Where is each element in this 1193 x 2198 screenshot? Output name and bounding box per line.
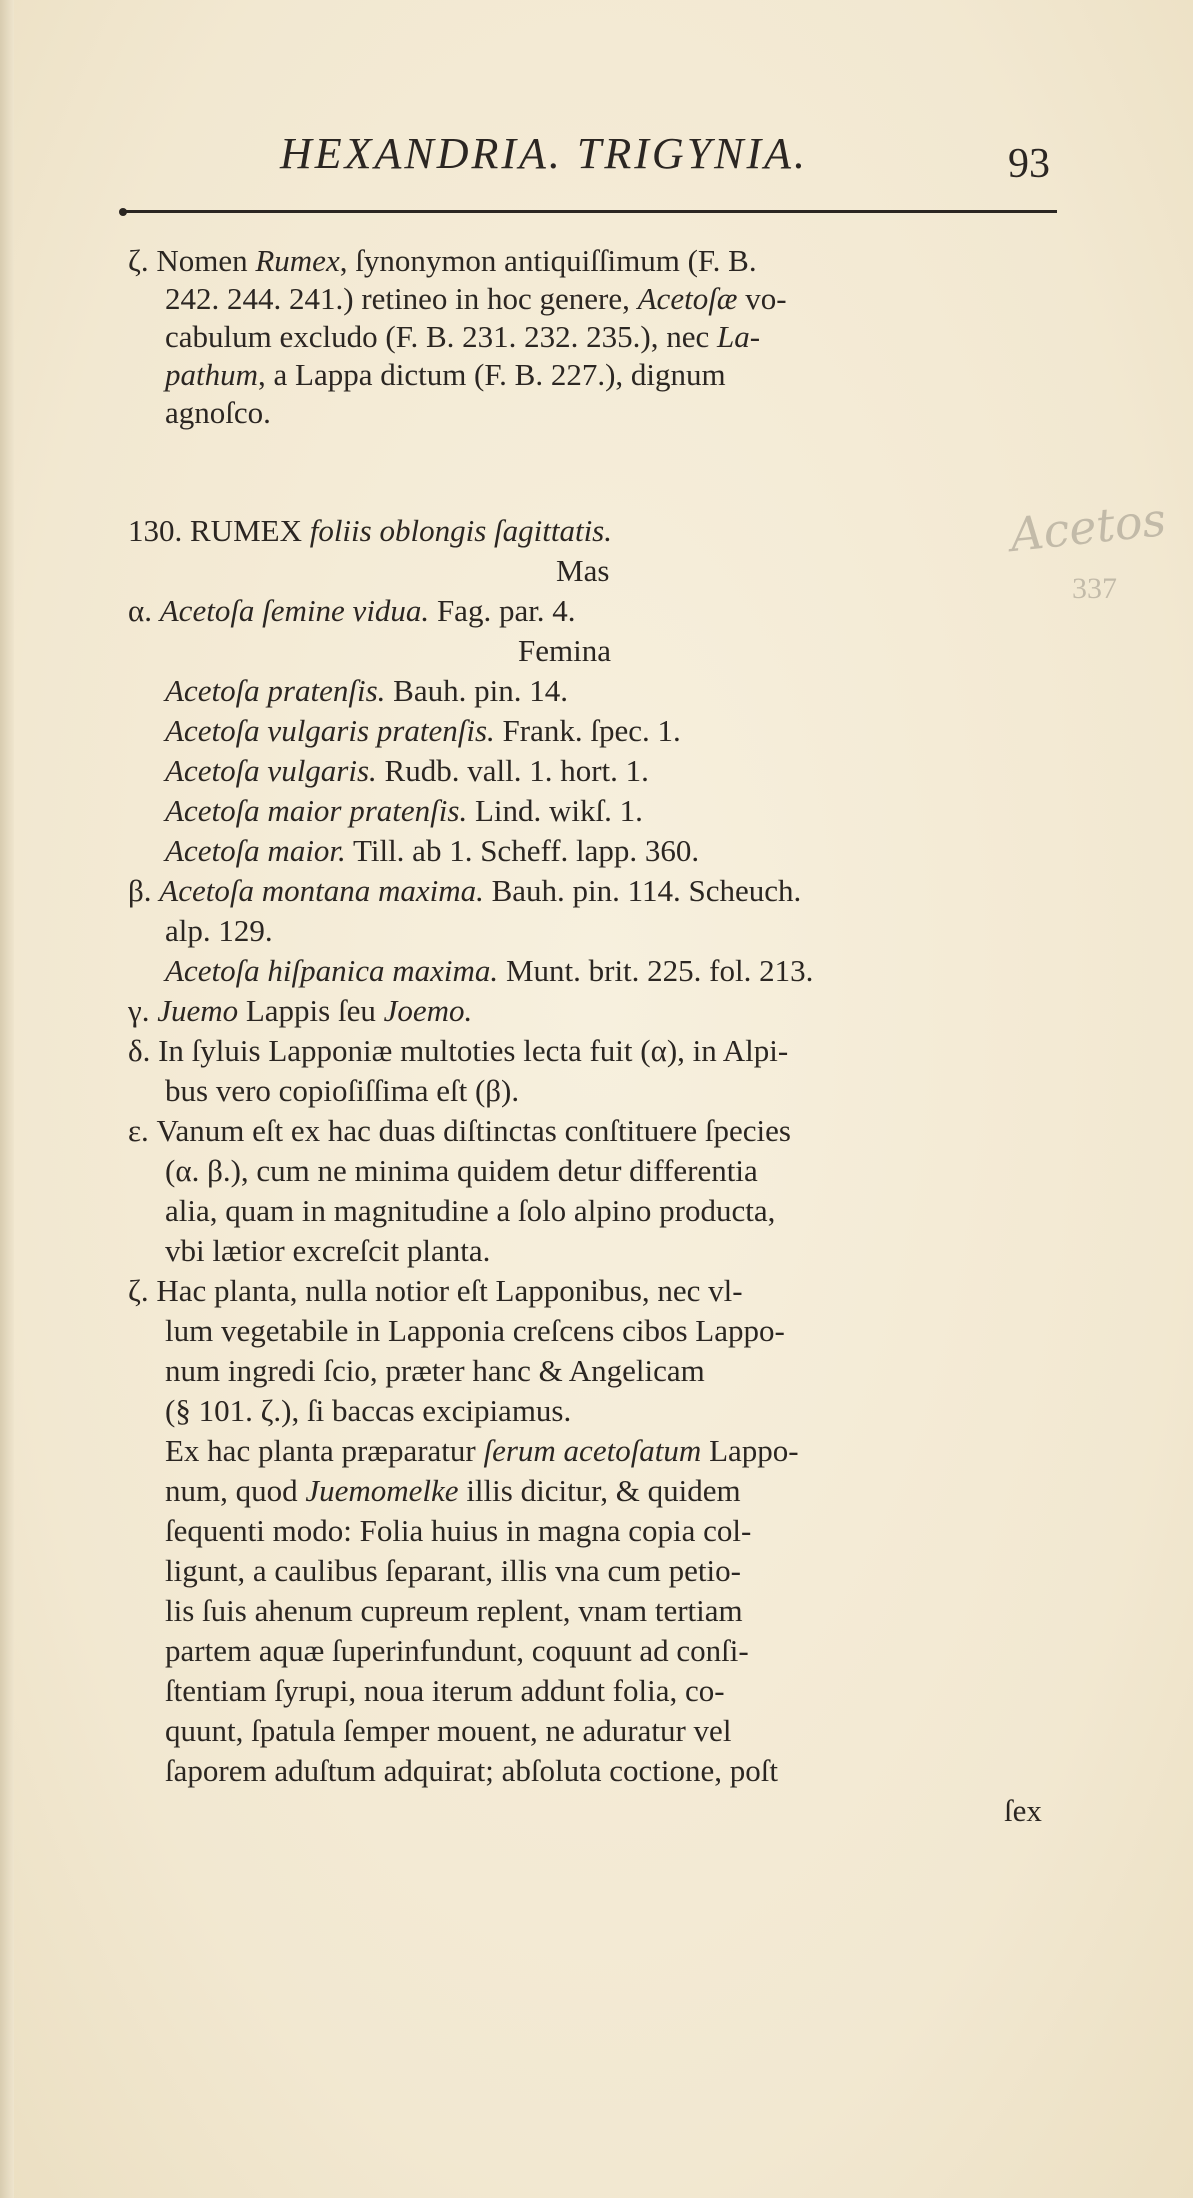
roman-text: ζ. Nomen [128,243,256,278]
roman-text: Bauh. pin. 114. Scheuch. [483,873,802,908]
text-line [165,912,273,950]
text-line [165,1472,741,1510]
roman-text: Fag. par. 4. [429,593,576,628]
roman-text: Lappis ſeu [238,993,384,1028]
text-line [128,242,757,280]
italic-text: Acetoſa montana maxima. [159,873,484,908]
text-line [128,592,576,630]
roman-text: lis ſuis ahenum cupreum replent, vnam tertiam [165,1593,743,1628]
roman-text: Till. ab 1. Scheff. lapp. 360. [345,833,700,868]
roman-text: β. [128,873,160,908]
roman-text: bus vero copioſiſſima eſt (β). [165,1073,520,1108]
text-line [165,792,643,830]
roman-text: partem aquæ ſuperinfundunt, coquunt ad conſi- [165,1633,749,1668]
roman-text: , ſynonymon antiquiſſimum (F. B. [339,243,757,278]
roman-text: ſaporem aduſtum adquirat; abſoluta coctione, poſt [165,1753,778,1788]
roman-text: Lappo- [701,1433,799,1468]
roman-text: (§ 101. ζ.), ſi baccas excipiamus. [165,1393,572,1428]
roman-text: agnoſco. [165,395,271,430]
text-line [165,1752,778,1790]
header-rule [125,210,1057,213]
text-line [128,1112,791,1150]
roman-text: Rudb. vall. 1. hort. 1. [376,753,649,788]
roman-text: γ. [128,993,158,1028]
page-gutter [0,0,14,2198]
roman-text: 130. RUMEX [128,513,310,548]
text-line [165,1632,749,1670]
text-line [165,952,813,990]
roman-text: vbi lætior excreſcit planta. [165,1233,491,1268]
roman-text: δ. In ſyluis Lapponiæ multoties lecta fuit (α), in Alpi- [128,1033,789,1068]
text-line [165,1352,705,1390]
roman-text: 242. 244. 241.) retineo in hoc genere, [165,281,638,316]
text-line [165,318,760,356]
roman-text: num ingredi ſcio, præter hanc & Angelicam [165,1353,705,1388]
text-line [165,712,681,750]
text-line [165,1312,785,1350]
roman-text: , a Lappa dictum (F. B. 227.), dignum [258,357,726,392]
roman-text: quunt, ſpatula ſemper mouent, ne aduratur vel [165,1713,732,1748]
roman-text: ε. Vanum eſt ex hac duas diſtinctas conſtituere ſpecies [128,1113,791,1148]
roman-text: alia, quam in magnitudine a ſolo alpino producta, [165,1193,776,1228]
roman-text: Munt. brit. 225. fol. 213. [498,953,814,988]
italic-text: Rumex [255,243,340,278]
italic-text: Acetoſa maior pratenſis. [165,793,468,828]
italic-text: foliis oblongis ſagittatis. [309,513,612,548]
text-line [128,1032,788,1070]
roman-text: Bauh. pin. 14. [385,673,568,708]
text-line [165,1432,799,1470]
text-line [518,632,611,670]
roman-text: num, quod [165,1473,306,1508]
roman-text: vo- [737,281,787,316]
italic-text: Acetoſa hiſpanica maxima. [165,953,499,988]
roman-text: alp. 129. [165,913,273,948]
italic-text: Acetoſæ [637,281,738,316]
text-line [165,1192,775,1230]
text-line [128,872,801,910]
italic-text: La- [716,319,761,354]
text-line [556,552,609,590]
roman-text: Ex hac planta præparatur [165,1433,484,1468]
text-line [165,1072,519,1110]
roman-text: cabulum excludo (F. B. 231. 232. 235.), nec [165,319,717,354]
text-line [165,356,726,394]
text-line [165,1232,490,1270]
text-line [165,1592,743,1630]
text-line [165,1152,758,1190]
roman-text: Mas [556,553,610,588]
text-line [165,1672,725,1710]
text-line [165,1392,571,1430]
text-line [128,512,612,550]
text-line [165,280,787,318]
running-head: HEXANDRIA. TRIGYNIA. [280,129,809,178]
italic-text: Acetoſa vulgaris. [165,753,377,788]
roman-text: ſequenti modo: Folia huius in magna copia col- [165,1513,752,1548]
italic-text: Juemo [157,993,239,1028]
roman-text: Femina [518,633,611,668]
italic-text: ſerum acetoſatum [483,1433,702,1468]
text-line [165,752,649,790]
text-line [165,832,699,870]
roman-text: illis dicitur, & quidem [458,1473,741,1508]
roman-text: ſex [1004,1793,1042,1828]
text-line [128,1272,743,1310]
roman-text: Frank. ſpec. 1. [494,713,681,748]
roman-text: ligunt, a caulibus ſeparant, illis vna cum petio- [165,1553,741,1588]
text-line [165,394,271,432]
text-line [165,1512,751,1550]
text-line [165,1552,741,1590]
italic-text: Joemo. [383,993,473,1028]
roman-text: ſtentiam ſyrupi, noua iterum addunt folia, co- [165,1673,725,1708]
margin-annotation-number: 337 [1072,572,1117,605]
roman-text: α. [128,593,160,628]
margin-annotation: Acetos [1007,491,1169,563]
text-line [165,672,568,710]
italic-text: Acetoſa pratenſis. [165,673,386,708]
italic-text: Acetoſa ſemine vidua. [159,593,430,628]
page-number: 93 [1008,141,1050,187]
italic-text: Juemomelke [305,1473,459,1508]
text-line [165,1712,731,1750]
italic-text: Acetoſa vulgaris pratenſis. [165,713,495,748]
roman-text: (α. β.), cum ne minima quidem detur differentia [165,1153,758,1188]
italic-text: pathum [165,357,258,392]
roman-text: lum vegetabile in Lapponia creſcens cibos Lappo- [165,1313,785,1348]
roman-text: Lind. wikſ. 1. [467,793,643,828]
text-line [1004,1792,1042,1830]
text-line [128,992,472,1030]
roman-text: ζ. Hac planta, nulla notior eſt Lapponibus, nec vl- [128,1273,743,1308]
italic-text: Acetoſa maior. [165,833,346,868]
